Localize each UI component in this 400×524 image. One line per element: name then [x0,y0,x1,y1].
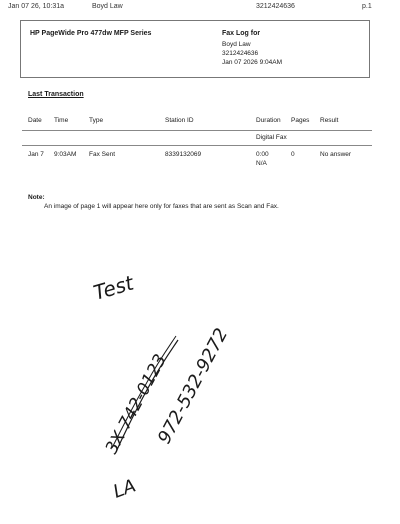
fax-log-title: Fax Log for [222,30,261,37]
row-result: No answer [320,151,352,158]
fax-header-datetime: Jan 07 26, 10:31a [8,3,65,10]
col-pages: Pages [291,117,310,124]
col-station-id: Station ID [165,117,194,124]
col-type: Type [89,117,104,124]
row-station-id: 8339132069 [165,151,202,158]
row-type: Fax Sent [89,151,116,158]
handwritten-initials: LA [110,475,139,503]
handwritten-test: Test [90,270,137,305]
note-label: Note: [28,194,45,201]
row-extra: N/A [256,160,267,167]
digital-fax-subheader: Digital Fax [256,134,287,141]
row-duration: 0:00 [256,151,269,158]
col-time: Time [54,117,69,124]
row-date: Jan 7 [28,151,44,158]
fax-log-number: 3212424636 [222,50,259,57]
col-duration: Duration [256,117,281,124]
fax-log-datetime: Jan 07 2026 9:04AM [222,59,282,66]
row-time: 9:03AM [54,151,77,158]
col-date: Date [28,117,42,124]
printer-model: HP PageWide Pro 477dw MFP Series [30,30,152,37]
handwritten-crossed-number: 3X 742-0123 [101,351,171,458]
fax-header-number: 3212424636 [256,3,295,10]
col-result: Result [320,117,339,124]
fax-log-name: Boyd Law [222,41,251,48]
last-transaction-heading: Last Transaction [28,91,84,98]
handwritten-phone: 972-532-9272 [153,324,233,448]
fax-header-page: p.1 [362,3,372,10]
note-text: An image of page 1 will appear here only for faxes that are sent as Scan and Fax. [44,203,279,210]
fax-header-sender: Boyd Law [92,3,123,10]
row-pages: 0 [291,151,295,158]
